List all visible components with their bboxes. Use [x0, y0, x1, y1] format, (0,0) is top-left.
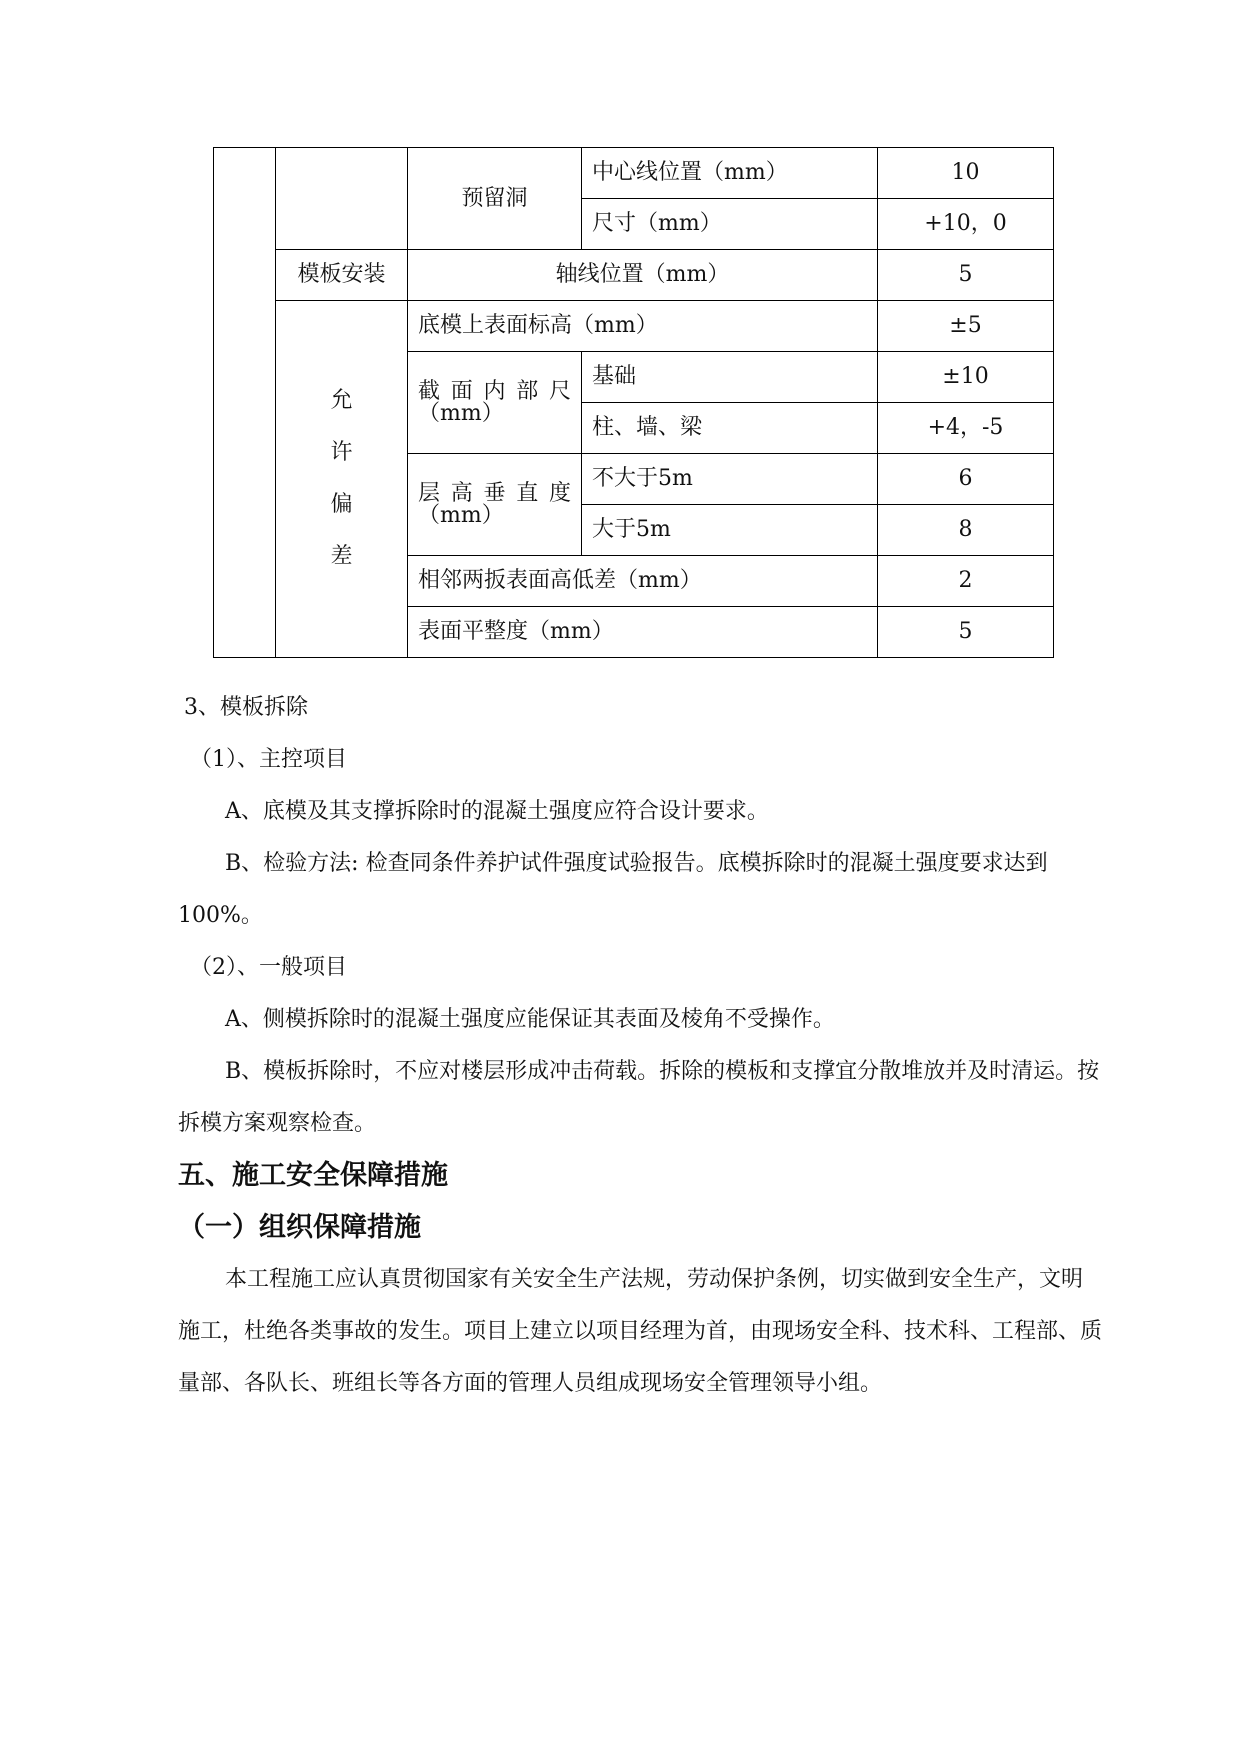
center-line-cell: 中心线位置（mm）: [582, 148, 878, 199]
paragraph-3-2-b: B、模板拆除时，不应对楼层形成冲击荷载。拆除的模板和支撑宜分散堆放并及时清运。按拆模方案观察检查。: [178, 1059, 1100, 1136]
story-vertical-line1: 层高垂直度: [418, 480, 571, 506]
size-value: +10，0: [878, 199, 1054, 250]
blank-first-column: [214, 148, 276, 658]
column-wall-beam-cell: 柱、墙、梁: [582, 403, 878, 454]
bottom-elevation-cell: 底模上表面标高（mm）: [408, 301, 878, 352]
not-over-5m-value: 6: [878, 454, 1054, 505]
document-body: [178, 682, 1102, 1410]
section-size-line2: （mm）: [418, 400, 504, 426]
tolerance-table: [213, 147, 1054, 658]
table-row: [214, 148, 1054, 199]
adjacent-diff-cell: 相邻两扳表面高低差（mm）: [408, 556, 878, 607]
allowed-char-3: 偏: [330, 492, 353, 517]
paragraph-3-2-a: A、侧模拆除时的混凝土强度应能保证其表面及棱角不受操作。: [225, 1007, 835, 1032]
subsection-main-control: （1）、主控项目: [190, 747, 347, 772]
axis-position-cell: 轴线位置（mm）: [408, 250, 878, 301]
story-vertical-line2: （mm）: [418, 502, 504, 528]
allowed-char-2: 许: [330, 440, 353, 465]
bottom-elevation-value: ±5: [878, 301, 1054, 352]
allowed-char-1: 允: [330, 388, 353, 413]
column-wall-beam-value: +4，-5: [878, 403, 1054, 454]
formwork-install-cell: 模板安装: [276, 250, 408, 301]
size-cell: 尺寸（mm）: [582, 199, 878, 250]
subsection-general: （2）、一般项目: [190, 955, 347, 980]
foundation-cell: 基础: [582, 352, 878, 403]
section-heading-3: 3、模板拆除: [184, 695, 308, 720]
blank-category-cell: [276, 148, 408, 250]
paragraph-3-1-a: A、底模及其支撑拆除时的混凝土强度应符合设计要求。: [225, 799, 769, 824]
over-5m-value: 8: [878, 505, 1054, 556]
center-line-value: 10: [878, 148, 1054, 199]
story-vertical-cell: [408, 454, 582, 556]
table-row: [214, 301, 1054, 352]
table-row: [214, 250, 1054, 301]
section-size-line1: 截面内部尺: [418, 378, 571, 404]
paragraph-organization: 本工程施工应认真贯彻国家有关安全生产法规，劳动保护条例，切实做到安全生产，文明施工，杜绝各类事故的发生。项目上建立以项目经理为首，由现场安全科、技术科、工程部、质量部、各队长、班组长等各方面的管理人员组成现场安全管理领导小组。: [178, 1267, 1103, 1396]
section-size-cell: [408, 352, 582, 454]
paragraph-3-1-b: B、检验方法: 检查同条件养护试件强度试验报告。底模拆除时的混凝土强度要求达到100%。: [178, 851, 1048, 928]
flatness-value: 5: [878, 607, 1054, 658]
over-5m-cell: 大于5m: [582, 505, 878, 556]
not-over-5m-cell: 不大于5m: [582, 454, 878, 505]
adjacent-diff-value: 2: [878, 556, 1054, 607]
heading-organization-measures: （一）组织保障措施: [178, 1212, 421, 1243]
flatness-cell: 表面平整度（mm）: [408, 607, 878, 658]
foundation-value: ±10: [878, 352, 1054, 403]
heading-safety-measures: 五、施工安全保障措施: [178, 1160, 448, 1191]
allowed-char-4: 差: [330, 544, 353, 569]
axis-position-value: 5: [878, 250, 1054, 301]
allowed-deviation-cell: [276, 301, 408, 658]
reserved-hole-cell: 预留洞: [408, 148, 582, 250]
